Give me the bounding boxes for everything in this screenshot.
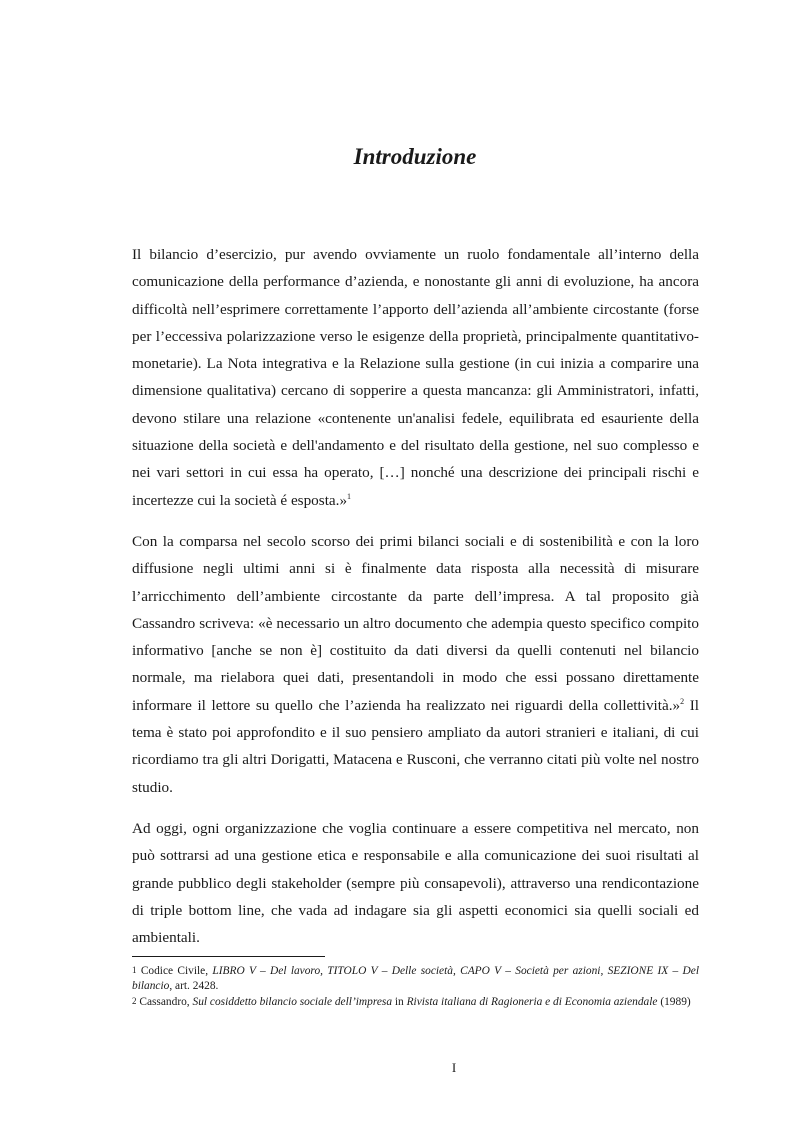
footnote-2-tail: (1989)	[657, 996, 691, 1008]
paragraph-2-text-a: Con la comparsa nel secolo scorso dei primi bilanci sociali e di sostenibilità e con la loro diffusione negli ultimi anni si è finalmente data risposta alla necessità di misurare l’arricchimento dell’ambiente circostante da parte dell’impresa. A tal proposito già Cassandro scriveva: «è necessario un altro documento che adempia questo specifico compito informativo [anche se non è] costituito da dati diversi da quelli contenuti nel bilancio normale, ma rielabora quei dati, presentandoli in modo che essi possano direttamente informare il lettore su quello che l’azienda ha realizzato nei riguardi della collettività.»	[132, 532, 699, 714]
paragraph-2	[132, 528, 699, 801]
footnote-2-article: Sul cosiddetto bilancio sociale dell’impresa	[192, 996, 393, 1008]
footnote-1-lead: Codice Civile,	[136, 965, 213, 977]
footnote-2-middle: in	[392, 996, 407, 1008]
footnote-1	[132, 963, 699, 994]
paragraph-2-text-b: Il tema è stato poi approfondito e il suo pensiero ampliato da autori stranieri e italiani, di cui ricordiamo tra gli altri Dorigatti, Matacena e Rusconi, che verranno citati più volte nel nostro studio.	[132, 696, 699, 796]
footnote-1-number: 1	[132, 965, 137, 975]
paragraph-1-text: Il bilancio d’esercizio, pur avendo ovviamente un ruolo fondamentale all’interno della comunicazione della performance d’azienda, e nonostante gli anni di evoluzione, ha ancora difficoltà nell’esprimere correttamente l’apporto dell’azienda all’ambiente circostante (forse per l’eccessiva polarizzazione verso le esigenze della proprietà, principalmente quantitativo-monetarie). La Nota integrativa e la Relazione sulla gestione (in cui inizia a comparire una dimensione qualitativa) cercano di sopperire a questa mancanza: gli Amministratori, infatti, devono stilare una relazione «contenente un'analisi fedele, equilibrata ed esauriente della situazione della società e dell'andamento e del risultato della gestione, nel suo complesso e nei vari settori in cui essa ha operato, […] nonché una descrizione dei principali rischi e incertezze cui la società é esposta.»	[132, 246, 699, 509]
paragraph-3: Ad oggi, ogni organizzazione che voglia continuare a essere competitiva nel mercato, non può sottrarsi ad una gestione etica e responsabile e alla comunicazione dei suoi risultati al grande pubblico degli stakeholder (sempre più consapevoli), attraverso una rendicontazione di triple bottom line, che vada ad indagare sia gli aspetti economici sia quelli sociali ed ambientali.	[132, 819, 699, 947]
footnote-2-number: 2	[132, 996, 137, 1006]
footnote-divider	[132, 956, 325, 957]
footnote-2-lead: Cassandro,	[136, 996, 193, 1008]
footnote-ref-2: 2	[680, 696, 685, 706]
page-title: Introduzione	[353, 144, 477, 169]
footnote-1-tail: , art. 2428.	[169, 980, 219, 992]
footnote-2-journal: Rivista italiana di Ragioneria e di Economia aziendale	[406, 996, 658, 1008]
body-text	[132, 241, 699, 965]
footnote-1-source: LIBRO V – Del lavoro, TITOLO V – Delle società, CAPO V – Società per azioni, SEZIONE IX – Del bilancio	[132, 965, 699, 992]
footnote-2	[132, 994, 699, 1010]
paragraph-1	[132, 241, 699, 514]
page-number: I	[451, 1060, 457, 1075]
footnote-ref-1: 1	[347, 491, 352, 501]
footnotes	[132, 963, 699, 1010]
